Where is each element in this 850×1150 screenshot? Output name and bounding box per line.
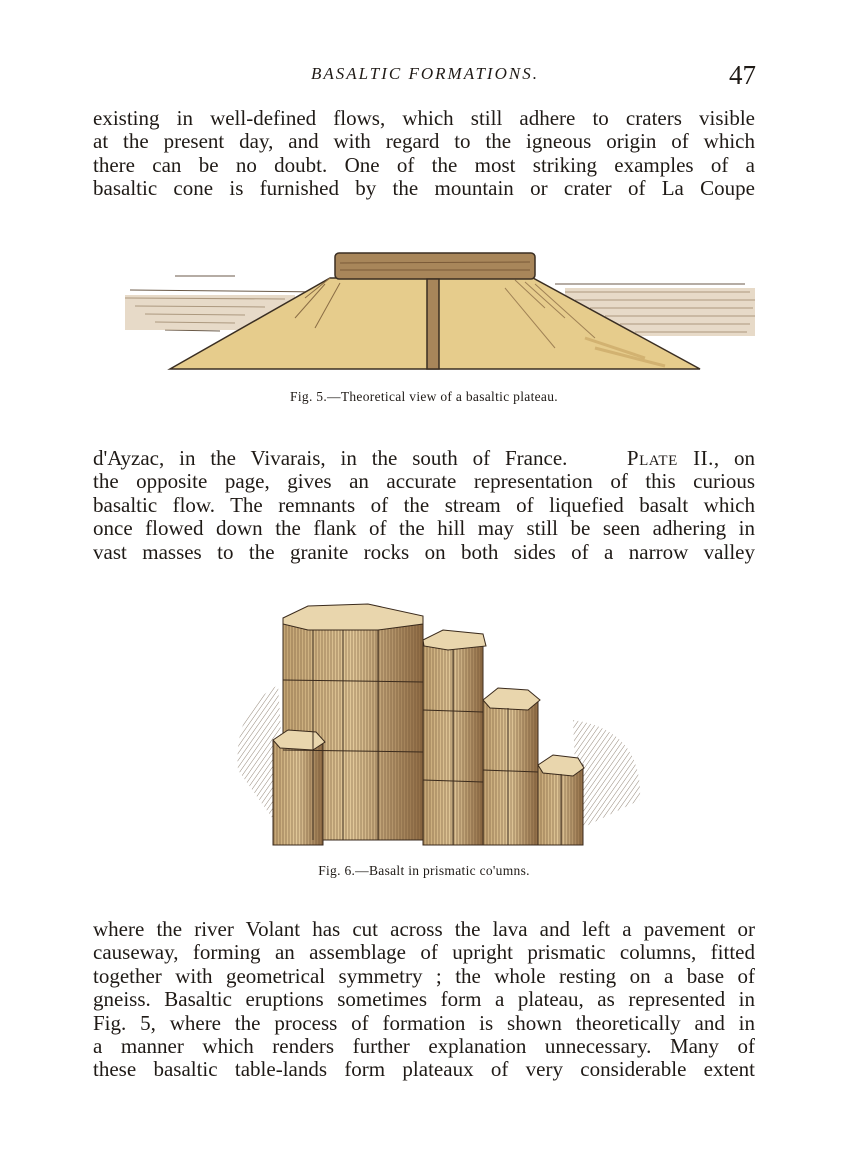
text-fragment: , on — [713, 446, 756, 470]
text-line: where the river Volant has cut across the lava and left a pavement or — [93, 917, 755, 941]
text-line: together with geometrical symmetry ; the whole resting on a base of — [93, 963, 755, 988]
paragraph-1 — [93, 107, 755, 201]
figure-6-caption: Fig. 6.—Basalt in prismatic co'umns. — [318, 863, 530, 878]
figure-5-caption: Fig. 5.—Theoretical view of a basaltic plateau. — [290, 389, 558, 404]
running-head — [94, 60, 756, 90]
text-line: the opposite page, gives an accurate representation of this curious — [93, 469, 755, 494]
text-line: basaltic flow. The remnants of the stream of liquefied basalt which — [93, 492, 755, 517]
paragraph-2 — [93, 447, 755, 564]
basaltic-plateau-illustration — [125, 248, 755, 374]
text-line: basaltic cone is furnished by the mountain or crater of La Coupe — [93, 176, 755, 201]
paragraph-3 — [93, 918, 755, 1082]
text-line: vast masses to the granite rocks on both sides of a narrow valley — [93, 539, 755, 564]
running-title: BASALTIC FORMATIONS. — [311, 64, 539, 83]
plate-reference: Plate II. — [626, 446, 714, 470]
text-line: once flowed down the flank of the hill may still be seen adhering in — [93, 516, 755, 541]
text-fragment: d'Ayzac, in the Vivarais, in the south of France. — [93, 446, 568, 470]
page-number: 47 — [729, 60, 756, 90]
text-line: gneiss. Basaltic eruptions sometimes form a plateau, as represented in — [93, 987, 755, 1012]
text-line: existing in well-defined flows, which still adhere to craters visible — [93, 106, 755, 130]
prismatic-columns-illustration — [228, 600, 646, 852]
text-line: these basaltic table-lands form plateaux of very considerable extent — [93, 1057, 755, 1082]
text-line: at the present day, and with regard to the igneous origin of which — [93, 129, 755, 154]
text-line: causeway, forming an assemblage of upright prismatic columns, fitted — [93, 940, 755, 965]
text-line: a manner which renders further explanation unnecessary. Many of — [93, 1034, 755, 1059]
text-line: Fig. 5, where the process of formation is shown theoretically and in — [93, 1010, 755, 1035]
text-line — [93, 447, 755, 470]
text-line: there can be no doubt. One of the most striking examples of a — [93, 152, 755, 177]
